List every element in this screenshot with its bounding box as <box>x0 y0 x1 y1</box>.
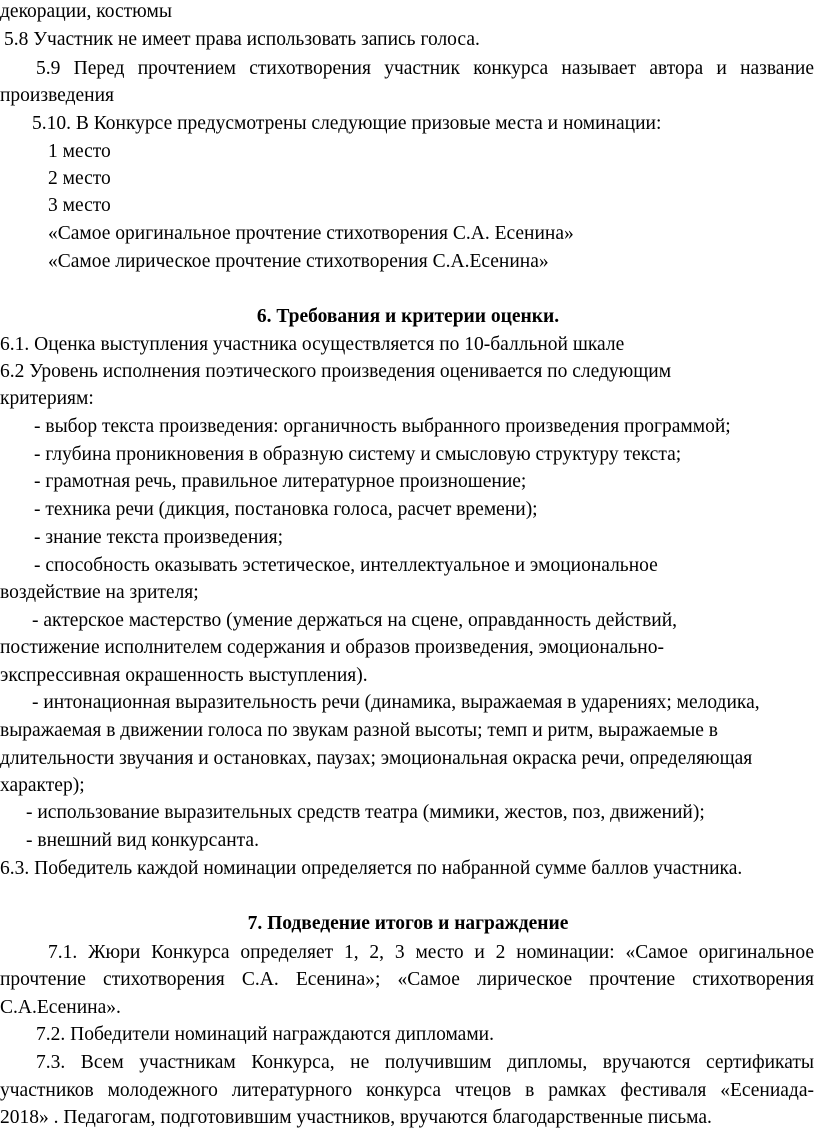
clause-5-9-cont: произведения <box>0 85 114 106</box>
criterion-item: - глубина проникновения в образную систему и смысловую структуру текста; <box>34 444 682 465</box>
criterion-item: - грамотная речь, правильное литературное произношение; <box>34 471 527 492</box>
clause-7-3-cont: 2018» . Педагогам, подготовившим участников, вручаются благодарственные письма. <box>0 1107 712 1128</box>
section-7-heading: 7. Подведение итогов и награждение <box>247 913 569 934</box>
prize-place: 2 место <box>48 168 111 189</box>
clause-7-2: 7.2. Победители номинаций награждаются дипломами. <box>36 1024 494 1045</box>
criterion-item: - внешний вид конкурсанта. <box>26 830 259 851</box>
text-line: декорации, костюмы <box>0 1 172 22</box>
criterion-item-cont: постижение исполнителем содержания и образов произведения, эмоционально- <box>0 637 664 658</box>
criterion-item: - способность оказывать эстетическое, интеллектуальное и эмоциональное <box>34 555 658 576</box>
clause-7-3: 7.3. Всем участникам Конкурса, не получившим дипломы, вручаются сертификаты <box>36 1052 814 1073</box>
clause-7-1-cont: прочтение стихотворения С.А. Есенина»; «Самое лирическое прочтение стихотворения <box>0 969 814 990</box>
clause-5-10: 5.10. В Конкурсе предусмотрены следующие призовые места и номинации: <box>32 113 662 134</box>
criterion-item-cont: длительности звучания и остановках, паузах; эмоциональная окраска речи, определяющая <box>0 748 753 769</box>
criterion-item: - знание текста произведения; <box>34 527 284 548</box>
criterion-item-cont: выражаемая в движении голоса по звукам разной высоты; темп и ритм, выражаемые в <box>0 720 718 741</box>
clause-6-1: 6.1. Оценка выступления участника осуществляется по 10-балльной шкале <box>0 334 625 355</box>
prize-place: 3 место <box>48 195 111 216</box>
prize-place: 1 место <box>48 141 111 162</box>
criterion-item: - интонационная выразительность речи (динамика, выражаемая в ударениях; мелодика, <box>32 692 760 713</box>
criterion-item-cont: воздействие на зрителя; <box>0 582 199 603</box>
clause-6-2: 6.2 Уровень исполнения поэтического произведения оценивается по следующим <box>0 361 672 382</box>
clause-5-9: 5.9 Перед прочтением стихотворения участник конкурса называет автора и название <box>36 58 814 79</box>
clause-7-1-cont: С.А.Есенина». <box>0 997 121 1018</box>
clause-6-2-cont: критериям: <box>0 388 94 409</box>
criterion-item: - актерское мастерство (умение держаться на сцене, оправданность действий, <box>32 610 678 631</box>
section-6-heading: 6. Требования и критерии оценки. <box>256 306 560 327</box>
criterion-item-cont: характер); <box>0 775 85 796</box>
criterion-item: - техника речи (дикция, постановка голоса, расчет времени); <box>34 499 538 520</box>
nomination: «Самое оригинальное прочтение стихотворения С.А. Есенина» <box>48 223 574 244</box>
criterion-item-cont: экспрессивная окрашенность выступления). <box>0 665 368 686</box>
clause-5-8: 5.8 Участник не имеет права использовать запись голоса. <box>4 29 480 50</box>
criterion-item: - использование выразительных средств театра (мимики, жестов, поз, движений); <box>26 802 705 823</box>
criterion-item: - выбор текста произведения: органичность выбранного произведения программой; <box>34 416 731 437</box>
clause-7-1: 7.1. Жюри Конкурса определяет 1, 2, 3 место и 2 номинации: «Самое оригинальное <box>48 942 814 963</box>
nomination: «Самое лирическое прочтение стихотворения С.А.Есенина» <box>48 251 549 272</box>
clause-6-3: 6.3. Победитель каждой номинации определяется по набранной сумме баллов участника. <box>0 858 743 879</box>
clause-7-3-cont: участников молодежного литературного конкурса чтецов в рамках фестиваля «Есениада- <box>0 1080 814 1101</box>
